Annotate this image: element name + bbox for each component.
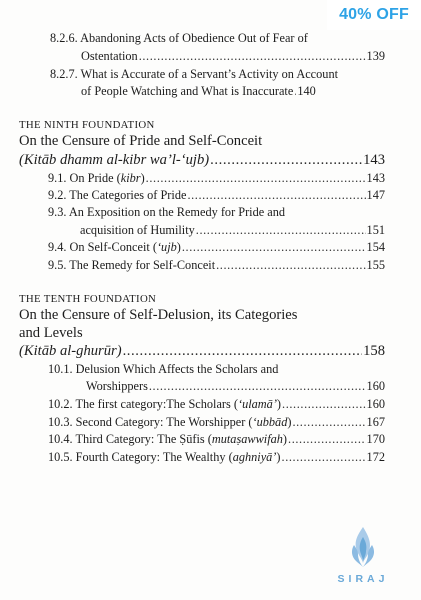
entry-title: 9.2. The Categories of Pride (48, 188, 187, 202)
toc-entry-8-2-7[interactable] (81, 83, 385, 100)
page-number: 167 (366, 415, 385, 429)
entry-title: 10.4. Third Category: The Ṣūfis (mutaṣawwifah) (48, 432, 288, 446)
leader-dots (196, 222, 366, 239)
tenth-foundation-title-line2: and Levels (19, 325, 83, 341)
toc-entry-9-3[interactable] (80, 222, 385, 239)
toc-entry-9-4[interactable] (48, 239, 385, 256)
entry-title: 9.5. The Remedy for Self-Conceit (48, 258, 216, 272)
toc-entry-10-2[interactable] (48, 396, 385, 413)
page-number: 158 (363, 343, 385, 359)
toc-entry-10-5[interactable] (48, 449, 385, 466)
toc-entry-9-3-line1: 9.3. An Exposition on the Remedy for Pride and (48, 205, 286, 219)
page-number: 147 (366, 188, 385, 202)
leader-dots (123, 342, 363, 361)
tenth-foundation-title-line1: On the Censure of Self-Delusion, its Categories (19, 307, 298, 323)
leader-dots (146, 170, 366, 187)
page-number: 172 (366, 450, 385, 464)
toc-entry-10-4[interactable] (48, 431, 385, 448)
ninth-foundation-title: On the Censure of Pride and Self-Conceit (19, 133, 263, 149)
page-number: 170 (366, 432, 385, 446)
toc-entry-9-1[interactable] (48, 170, 385, 187)
page-number: 139 (366, 49, 385, 63)
page-number: 140 (297, 84, 316, 98)
leader-dots (182, 239, 366, 256)
logo-wordmark: SIRAJ (337, 573, 389, 585)
toc-entry-8-2-7-line1: 8.2.7. What is Accurate of a Servant’s Activity on Account (50, 67, 339, 81)
entry-title: Ostentation (81, 49, 138, 63)
leader-dots (210, 151, 362, 170)
leader-dots (288, 431, 366, 448)
toc-entry-8-2-6-line1: 8.2.6. Abandoning Acts of Obedience Out of Fear of (50, 31, 308, 45)
page-number: 160 (366, 397, 385, 411)
entry-title: 9.1. On Pride (kibr) (48, 171, 145, 185)
tenth-foundation-label: THE TENTH FOUNDATION (19, 293, 157, 305)
entry-title: acquisition of Humility (80, 223, 195, 237)
flame-icon (318, 523, 408, 571)
leader-dots (149, 378, 366, 395)
discount-badge: 40% OFF (327, 0, 421, 30)
leader-dots (292, 414, 365, 431)
leader-dots (187, 187, 365, 204)
entry-title: of People Watching and What is Inaccurate (81, 84, 294, 98)
entry-title: 10.2. The first category:The Scholars (‘ulamā’) (48, 397, 282, 411)
entry-title: 10.3. Second Category: The Worshipper (‘ubbād) (48, 415, 292, 429)
entry-title: Worshippers (86, 379, 148, 393)
leader-dots (294, 83, 296, 100)
toc-entry-tenth-arabic[interactable] (19, 342, 385, 361)
toc-entry-9-5[interactable] (48, 257, 385, 274)
toc-entry-ninth-arabic[interactable] (19, 151, 385, 170)
page-number: 155 (366, 258, 385, 272)
toc-entry-10-3[interactable] (48, 414, 385, 431)
ninth-foundation-label: THE NINTH FOUNDATION (19, 119, 155, 131)
entry-title: (Kitāb al-ghurūr) (19, 343, 122, 359)
page-number: 151 (366, 223, 385, 237)
entry-title: (Kitāb dhamm al-kibr wa’l-‘ujb) (19, 152, 210, 168)
toc-entry-9-2[interactable] (48, 187, 385, 204)
toc-entry-10-1-line1: 10.1. Delusion Which Affects the Scholars and (48, 362, 279, 376)
page-number: 143 (366, 171, 385, 185)
page-number: 143 (363, 152, 385, 168)
toc-entry-10-1[interactable] (86, 378, 385, 395)
siraj-logo (318, 523, 408, 591)
leader-dots (282, 396, 366, 413)
page-number: 160 (366, 379, 385, 393)
entry-title: 10.5. Fourth Category: The Wealthy (aghniyā’) (48, 450, 281, 464)
toc-entry-8-2-6[interactable] (81, 48, 385, 65)
leader-dots (282, 449, 366, 466)
entry-title: 9.4. On Self-Conceit (‘ujb) (48, 240, 181, 254)
page-number: 154 (366, 240, 385, 254)
leader-dots (216, 257, 365, 274)
leader-dots (139, 48, 366, 65)
